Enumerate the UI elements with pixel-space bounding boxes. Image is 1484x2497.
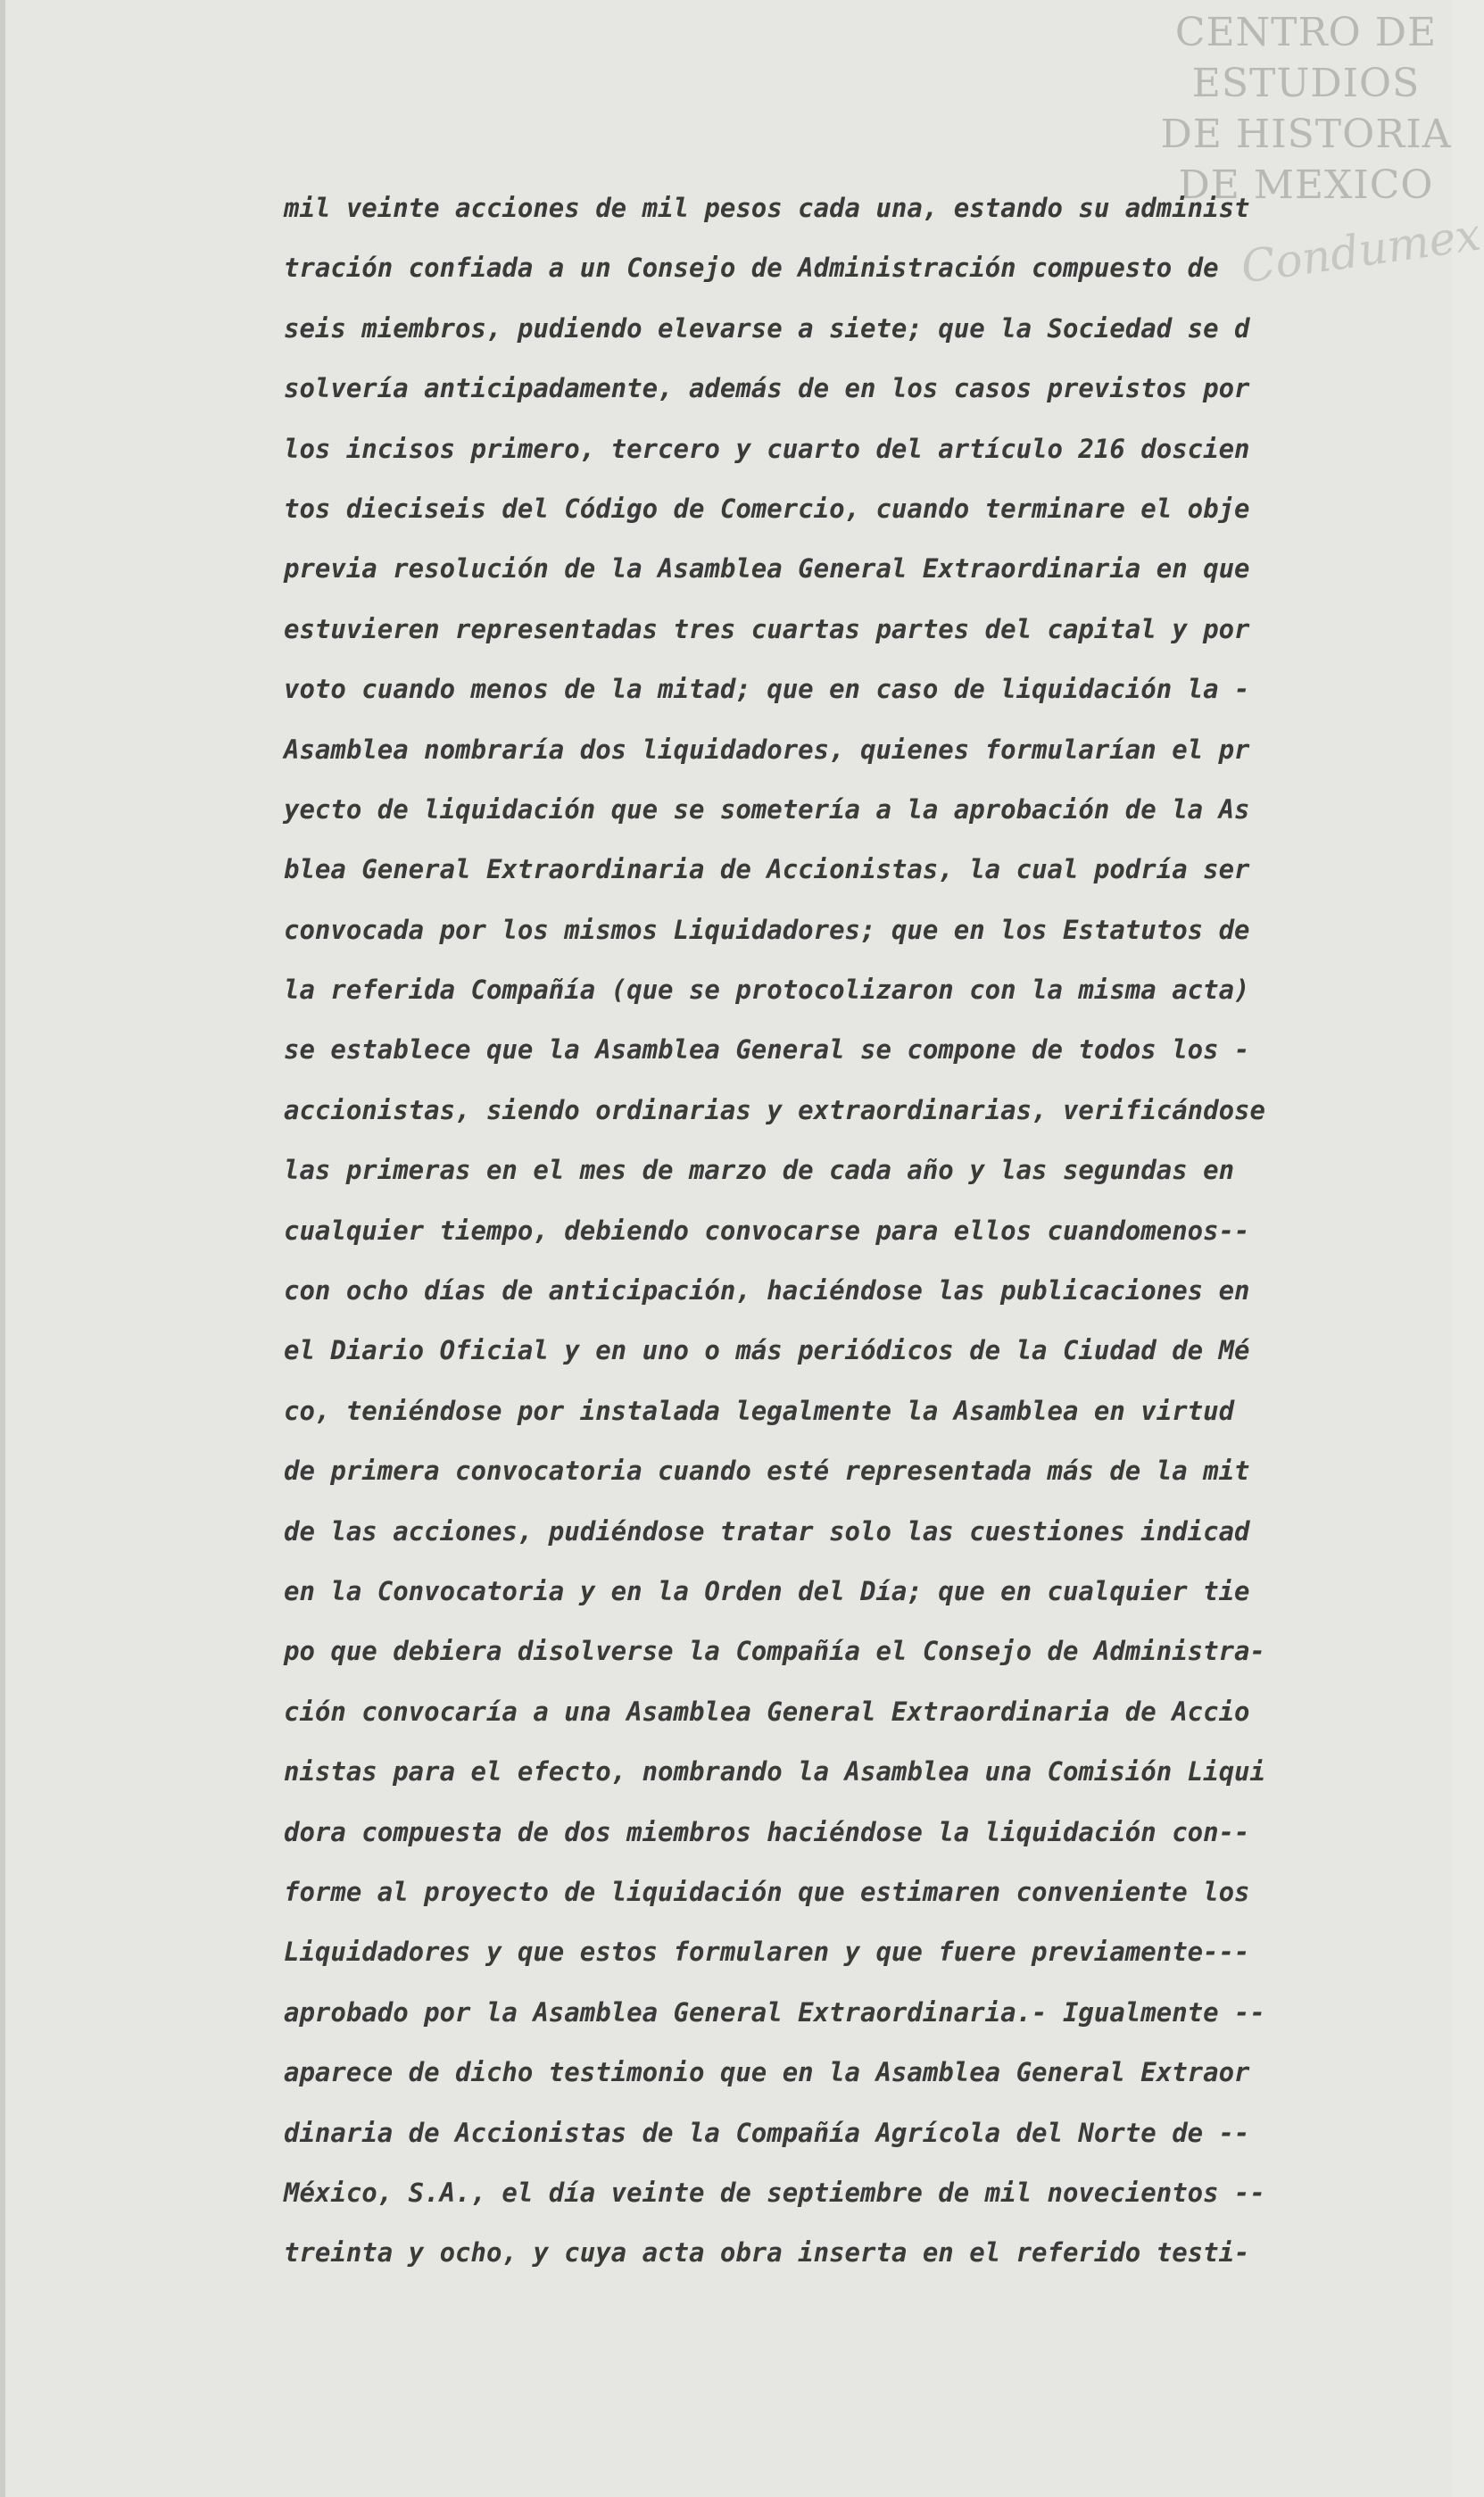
text-line: estuvieren representadas tres cuartas partes del capital y por bbox=[284, 613, 1250, 644]
text-line: México, S.A., el día veinte de septiembre de mil novecientos -- bbox=[284, 2177, 1265, 2208]
text-line: nistas para el efecto, nombrando la Asamblea una Comisión Liqui bbox=[284, 1756, 1265, 1788]
text-line: ción convocaría a una Asamblea General Extraordinaria de Accio bbox=[284, 1696, 1250, 1727]
text-line: aprobado por la Asamblea General Extraordinaria.- Igualmente -- bbox=[284, 1996, 1265, 2028]
text-line: Liquidadores y que estos formularen y que fuere previamente--- bbox=[284, 1937, 1250, 1968]
text-line: los incisos primero, tercero y cuarto del artículo 216 doscien bbox=[284, 433, 1250, 464]
text-line: en la Convocatoria y en la Orden del Día; que en cualquier tie bbox=[284, 1575, 1250, 1606]
text-line: Asamblea nombraría dos liquidadores, quienes formularían el pr bbox=[284, 734, 1250, 765]
text-line: tos dieciseis del Código de Comercio, cuando terminare el obje bbox=[284, 493, 1250, 524]
typed-body-text bbox=[284, 178, 1444, 2284]
text-line: yecto de liquidación que se sometería a la aprobación de la As bbox=[284, 793, 1250, 825]
text-line: el Diario Oficial y en uno o más periódicos de la Ciudad de Mé bbox=[284, 1335, 1250, 1366]
text-line: de primera convocatoria cuando esté representada más de la mit bbox=[284, 1456, 1250, 1487]
page-edge-shadow bbox=[0, 0, 5, 2497]
text-line: treinta y ocho, y cuya acta obra inserta en el referido testi- bbox=[284, 2237, 1250, 2269]
text-line: seis miembros, pudiendo elevarse a siete; que la Sociedad se d bbox=[284, 312, 1250, 344]
text-line: co, teniéndose por instalada legalmente la Asamblea en virtud bbox=[284, 1395, 1235, 1426]
text-line: aparece de dicho testimonio que en la Asamblea General Extraor bbox=[284, 2057, 1250, 2088]
text-line: blea General Extraordinaria de Accionistas, la cual podría ser bbox=[284, 854, 1250, 885]
watermark-line: DE MEXICO bbox=[1178, 162, 1434, 208]
text-line: la referida Compañía (que se protocolizaron con la misma acta) bbox=[284, 975, 1250, 1006]
text-line: dinaria de Accionistas de la Compañía Agrícola del Norte de -- bbox=[284, 2117, 1250, 2148]
text-line: tración confiada a un Consejo de Administración compuesto de bbox=[284, 253, 1219, 284]
text-line: solvería anticipadamente, además de en los casos previstos por bbox=[284, 373, 1250, 404]
text-line: de las acciones, pudiéndose tratar solo las cuestiones indicad bbox=[284, 1515, 1250, 1547]
watermark-line: CENTRO DE bbox=[1174, 10, 1438, 55]
text-line: las primeras en el mes de marzo de cada año y las segundas en bbox=[284, 1155, 1235, 1186]
text-line: convocada por los mismos Liquidadores; que en los Estatutos de bbox=[284, 914, 1250, 945]
watermark-line: DE HISTORIA bbox=[1160, 112, 1452, 157]
text-line: voto cuando menos de la mitad; que en caso de liquidación la - bbox=[284, 674, 1250, 705]
text-line: con ocho días de anticipación, haciéndose las publicaciones en bbox=[284, 1275, 1250, 1307]
text-line: po que debiera disolverse la Compañía el Consejo de Administra- bbox=[284, 1636, 1265, 1667]
text-line: mil veinte acciones de mil pesos cada una, estando su administ bbox=[284, 193, 1250, 223]
text-line: cualquier tiempo, debiendo convocarse para ellos cuandomenos-- bbox=[284, 1215, 1250, 1246]
watermark-line: ESTUDIOS bbox=[1191, 61, 1421, 106]
text-line: dora compuesta de dos miembros haciéndose la liquidación con-- bbox=[284, 1816, 1250, 1847]
text-line: forme al proyecto de liquidación que estimaren conveniente los bbox=[284, 1876, 1250, 1907]
text-line: previa resolución de la Asamblea General Extraordinaria en que bbox=[284, 553, 1250, 585]
text-line: se establece que la Asamblea General se compone de todos los - bbox=[284, 1034, 1250, 1066]
text-line: accionistas, siendo ordinarias y extraordinarias, verificándose bbox=[284, 1094, 1265, 1125]
watermark-signature: Condumex bbox=[1238, 208, 1484, 294]
